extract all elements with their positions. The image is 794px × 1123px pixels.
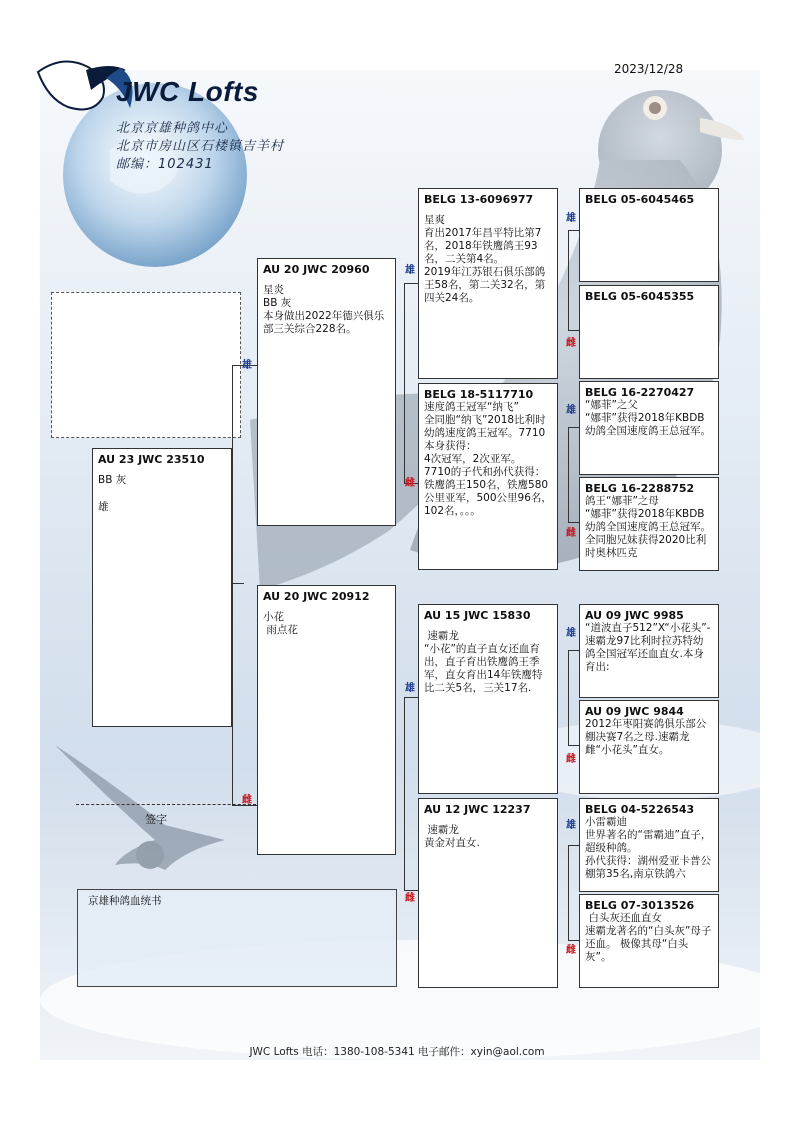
connector bbox=[568, 745, 579, 746]
note-line: “娜菲”获得2018年KBDB幼鸽全国速度鸽王总冠军。全同胞兄妹获得2020比利时奥林匹克 bbox=[585, 508, 711, 559]
note-line: 育出2017年昌平特比第7名，2018年铁鹰鸽王93名，二关第4名。 bbox=[424, 227, 542, 265]
sire-dam-card bbox=[418, 383, 558, 570]
connector bbox=[568, 427, 569, 522]
sdd-card bbox=[579, 477, 719, 571]
note-line: 小花 bbox=[263, 611, 284, 623]
connector bbox=[404, 697, 418, 698]
connector bbox=[232, 583, 244, 584]
note-line: “娜菲”之父 bbox=[585, 399, 638, 411]
connector bbox=[568, 845, 569, 940]
note-line: “小花”的直子直女还血育出，直子育出铁鹰鸽王季军，直女育出14年铁鹰特比二关5名，三关17名. bbox=[424, 643, 543, 694]
note-line: 速霸龙 bbox=[424, 630, 459, 642]
note-line: 小雷霸迪 bbox=[585, 816, 627, 828]
ring-number: BELG 07-3013526 bbox=[585, 899, 695, 912]
address-line-2: 北京市房山区石楼镇吉羊村 bbox=[116, 139, 285, 154]
connector bbox=[404, 283, 405, 483]
male-label: 雄 bbox=[405, 265, 415, 276]
note-line: 2019年江苏银石俱乐部鸽王58名，第二关32名，第四关24名。 bbox=[424, 266, 546, 304]
brand-logo-text: JWC Lofts bbox=[116, 76, 259, 107]
female-label: 雌 bbox=[566, 528, 576, 539]
certificate-title: 京雄种鸽血统书 bbox=[88, 895, 162, 907]
connector bbox=[568, 522, 579, 523]
note-line: “娜菲”获得2018年KBDB幼鸽全国速度鸽王总冠军。 bbox=[585, 412, 711, 437]
note-line: 雨点花 bbox=[263, 624, 298, 636]
note-line: 速度鸽王冠军“纳飞” bbox=[424, 401, 519, 413]
ring-number: AU 20 JWC 20912 bbox=[263, 590, 370, 603]
ring-number: BELG 16-2270427 bbox=[585, 386, 695, 399]
ssd-card bbox=[579, 285, 719, 379]
note-line: 本身做出2022年德兴俱乐部三关综合228名。 bbox=[263, 310, 385, 335]
sds-card bbox=[579, 381, 719, 475]
note-line: 星爽 bbox=[424, 214, 445, 226]
note-line: 黄金对直女. bbox=[424, 837, 480, 849]
sss-card bbox=[579, 188, 719, 282]
female-label: 雌 bbox=[405, 478, 415, 489]
certificate-box bbox=[77, 889, 397, 987]
note-line: 7710的子代和孙代获得：铁鹰鸽王150名，铁鹰580公里亚军，500公里96名，102名，。。。 bbox=[424, 466, 552, 517]
female-label: 雌 bbox=[242, 795, 252, 806]
dds-card bbox=[579, 798, 719, 892]
note-line: 孙代获得：湖州爱亚卡普公棚第35名,南京铁鸽六 bbox=[585, 855, 711, 880]
sex-text: 雄 bbox=[98, 501, 109, 513]
signature-line bbox=[76, 804, 256, 805]
note-line: 全同胞“纳飞”2018比利时幼鸽速度鸽王冠军。7710本身获得： bbox=[424, 414, 546, 452]
note-line: 2012年枣阳赛鸽俱乐部公棚决赛7名之母.速霸龙雌“小花头”直女。 bbox=[585, 718, 707, 756]
connector bbox=[568, 940, 579, 941]
note-line: 鸽王“娜菲”之母 bbox=[585, 495, 659, 507]
female-label: 雌 bbox=[566, 754, 576, 765]
connector bbox=[568, 427, 579, 428]
dam-card bbox=[257, 585, 396, 855]
sire-sire-card bbox=[418, 188, 558, 379]
ring-number: BELG 13-6096977 bbox=[424, 193, 534, 206]
connector bbox=[404, 697, 405, 890]
note-line: 世界著名的“雷霸迪”直子，超级种鸽。 bbox=[585, 829, 712, 854]
subject-card bbox=[92, 448, 232, 727]
connector bbox=[568, 230, 579, 231]
female-label: 雌 bbox=[405, 893, 415, 904]
female-label: 雌 bbox=[566, 945, 576, 956]
connector bbox=[568, 650, 579, 651]
male-label: 雄 bbox=[405, 683, 415, 694]
photo-placeholder bbox=[51, 292, 241, 438]
ring-number: BELG 16-2288752 bbox=[585, 482, 695, 495]
ring-number: AU 15 JWC 15830 bbox=[424, 609, 531, 622]
ring-number: AU 09 JWC 9844 bbox=[585, 705, 684, 718]
male-label: 雄 bbox=[242, 360, 252, 371]
note-line: BB 灰 bbox=[263, 297, 292, 309]
signature-label: 签字 bbox=[145, 813, 167, 826]
connector bbox=[404, 890, 418, 891]
dsd-card bbox=[579, 700, 719, 794]
dam-dam-card bbox=[418, 798, 558, 988]
note-line: 4次冠军，2次亚军。 bbox=[424, 453, 522, 465]
male-label: 雄 bbox=[566, 628, 576, 639]
ring-number: AU 23 JWC 23510 bbox=[98, 453, 205, 466]
note-line: 速霸龙著名的“白头灰”母子还血。 极像其母“白头灰”。 bbox=[585, 925, 712, 963]
connector bbox=[404, 283, 418, 284]
ring-number: AU 20 JWC 20960 bbox=[263, 263, 370, 276]
ring-number: BELG 04-5226543 bbox=[585, 803, 695, 816]
color-text: BB 灰 bbox=[98, 474, 127, 486]
dss-card bbox=[579, 604, 719, 698]
note-line: 白头灰还血直女 bbox=[585, 912, 662, 924]
connector bbox=[568, 650, 569, 745]
footer-contact: JWC Lofts 电话：1380-108-5341 电子邮件：xyin@aol.com bbox=[249, 1046, 545, 1058]
connector bbox=[568, 230, 569, 330]
ring-number: BELG 05-6045465 bbox=[585, 193, 695, 206]
sire-card bbox=[257, 258, 396, 526]
ring-number: BELG 05-6045355 bbox=[585, 290, 695, 303]
ring-number: BELG 18-5117710 bbox=[424, 388, 534, 401]
address-line-1: 北京京雄种鸽中心 bbox=[116, 121, 229, 136]
note-line: “道波直子512”X“小花头”-速霸龙97比利时拉苏特幼鸽全国冠军还血直女.本身育出: bbox=[585, 622, 711, 673]
male-label: 雄 bbox=[566, 820, 576, 831]
ddd-card bbox=[579, 894, 719, 988]
connector bbox=[568, 330, 579, 331]
male-label: 雄 bbox=[566, 213, 576, 224]
address-line-3: 邮编：102431 bbox=[116, 157, 214, 172]
male-label: 雄 bbox=[566, 405, 576, 416]
note-line: 星炎 bbox=[263, 284, 284, 296]
ring-number: AU 12 JWC 12237 bbox=[424, 803, 531, 816]
print-date: 2023/12/28 bbox=[614, 62, 684, 76]
note-line: 速霸龙 bbox=[424, 824, 459, 836]
connector bbox=[568, 845, 579, 846]
female-label: 雌 bbox=[566, 338, 576, 349]
dam-sire-card bbox=[418, 604, 558, 794]
ring-number: AU 09 JWC 9985 bbox=[585, 609, 684, 622]
connector bbox=[232, 365, 233, 805]
